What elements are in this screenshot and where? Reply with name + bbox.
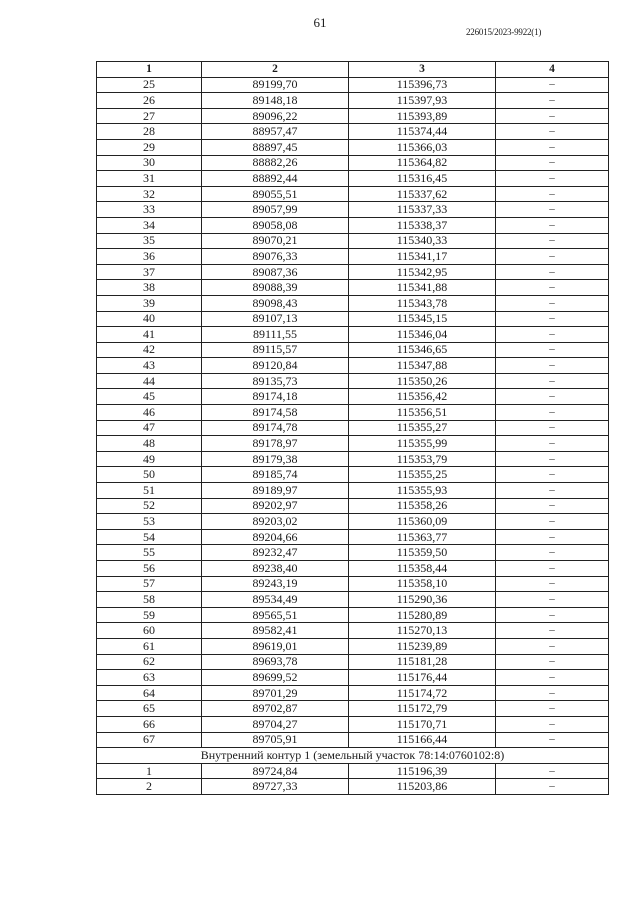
point-number-cell: 57 (97, 576, 202, 592)
y-coordinate-cell: 115174,72 (349, 685, 496, 701)
point-number-cell: 32 (97, 186, 202, 202)
note-cell: – (496, 93, 609, 109)
x-coordinate-cell: 89243,19 (202, 576, 349, 592)
point-number-cell: 46 (97, 405, 202, 421)
point-number-cell: 64 (97, 685, 202, 701)
note-cell: – (496, 716, 609, 732)
x-coordinate-cell: 88892,44 (202, 171, 349, 187)
note-cell: – (496, 171, 609, 187)
x-coordinate-cell: 89076,33 (202, 249, 349, 265)
y-coordinate-cell: 115355,99 (349, 436, 496, 452)
point-number-cell: 53 (97, 514, 202, 530)
y-coordinate-cell: 115358,26 (349, 498, 496, 514)
note-cell: – (496, 327, 609, 343)
table-row (97, 389, 609, 405)
y-coordinate-cell: 115347,88 (349, 358, 496, 374)
point-number-cell: 29 (97, 139, 202, 155)
point-number-cell: 25 (97, 77, 202, 93)
table-header-row (97, 62, 609, 78)
x-coordinate-cell: 89565,51 (202, 607, 349, 623)
table-row (97, 701, 609, 717)
x-coordinate-cell: 89693,78 (202, 654, 349, 670)
note-cell: – (496, 139, 609, 155)
point-number-cell: 27 (97, 108, 202, 124)
y-coordinate-cell: 115358,10 (349, 576, 496, 592)
table-row (97, 451, 609, 467)
table-row (97, 249, 609, 265)
table-row (97, 77, 609, 93)
table-row (97, 763, 609, 779)
table-row (97, 108, 609, 124)
note-cell: – (496, 561, 609, 577)
point-number-cell: 44 (97, 373, 202, 389)
note-cell: – (496, 280, 609, 296)
point-number-cell: 55 (97, 545, 202, 561)
point-number-cell: 66 (97, 716, 202, 732)
note-cell: – (496, 514, 609, 530)
note-cell: – (496, 186, 609, 202)
note-cell: – (496, 373, 609, 389)
header-cell-y: 3 (349, 62, 496, 78)
note-cell: – (496, 654, 609, 670)
note-cell: – (496, 202, 609, 218)
x-coordinate-cell: 89088,39 (202, 280, 349, 296)
note-cell: – (496, 124, 609, 140)
point-number-cell: 51 (97, 483, 202, 499)
y-coordinate-cell: 115170,71 (349, 716, 496, 732)
table-row (97, 311, 609, 327)
table-row (97, 124, 609, 140)
note-cell: – (496, 77, 609, 93)
table-row (97, 295, 609, 311)
table-row (97, 779, 609, 795)
point-number-cell: 45 (97, 389, 202, 405)
x-coordinate-cell: 89087,36 (202, 264, 349, 280)
x-coordinate-cell: 89582,41 (202, 623, 349, 639)
x-coordinate-cell: 89115,57 (202, 342, 349, 358)
table-row (97, 139, 609, 155)
y-coordinate-cell: 115290,36 (349, 592, 496, 608)
x-coordinate-cell: 89107,13 (202, 311, 349, 327)
note-cell: – (496, 389, 609, 405)
x-coordinate-cell: 89232,47 (202, 545, 349, 561)
table-row (97, 233, 609, 249)
x-coordinate-cell: 89204,66 (202, 529, 349, 545)
point-number-cell: 31 (97, 171, 202, 187)
y-coordinate-cell: 115341,17 (349, 249, 496, 265)
point-number-cell: 37 (97, 264, 202, 280)
x-coordinate-cell: 89096,22 (202, 108, 349, 124)
y-coordinate-cell: 115396,73 (349, 77, 496, 93)
note-cell: – (496, 623, 609, 639)
note-cell: – (496, 467, 609, 483)
x-coordinate-cell: 89174,58 (202, 405, 349, 421)
table-row (97, 732, 609, 748)
y-coordinate-cell: 115342,95 (349, 264, 496, 280)
note-cell: – (496, 670, 609, 686)
point-number-cell: 33 (97, 202, 202, 218)
y-coordinate-cell: 115374,44 (349, 124, 496, 140)
y-coordinate-cell: 115343,78 (349, 295, 496, 311)
table-row (97, 467, 609, 483)
note-cell: – (496, 545, 609, 561)
x-coordinate-cell: 89135,73 (202, 373, 349, 389)
y-coordinate-cell: 115346,65 (349, 342, 496, 358)
x-coordinate-cell: 88957,47 (202, 124, 349, 140)
y-coordinate-cell: 115337,33 (349, 202, 496, 218)
x-coordinate-cell: 89098,43 (202, 295, 349, 311)
note-cell: – (496, 342, 609, 358)
header-cell-x: 2 (202, 62, 349, 78)
note-cell: – (496, 358, 609, 374)
y-coordinate-cell: 115176,44 (349, 670, 496, 686)
point-number-cell: 58 (97, 592, 202, 608)
x-coordinate-cell: 89179,38 (202, 451, 349, 467)
point-number-cell: 54 (97, 529, 202, 545)
table-row (97, 545, 609, 561)
point-number-cell: 41 (97, 327, 202, 343)
table-row (97, 670, 609, 686)
x-coordinate-cell: 89057,99 (202, 202, 349, 218)
y-coordinate-cell: 115359,50 (349, 545, 496, 561)
note-cell: – (496, 436, 609, 452)
point-number-cell: 26 (97, 93, 202, 109)
point-number-cell: 56 (97, 561, 202, 577)
y-coordinate-cell: 115393,89 (349, 108, 496, 124)
table-row (97, 202, 609, 218)
point-number-cell: 2 (97, 779, 202, 795)
table-row (97, 483, 609, 499)
y-coordinate-cell: 115340,33 (349, 233, 496, 249)
x-coordinate-cell: 89058,08 (202, 217, 349, 233)
x-coordinate-cell: 89120,84 (202, 358, 349, 374)
y-coordinate-cell: 115338,37 (349, 217, 496, 233)
point-number-cell: 61 (97, 638, 202, 654)
table-row (97, 685, 609, 701)
header-cell-note: 4 (496, 62, 609, 78)
note-cell: – (496, 249, 609, 265)
note-cell: – (496, 217, 609, 233)
y-coordinate-cell: 115353,79 (349, 451, 496, 467)
y-coordinate-cell: 115341,88 (349, 280, 496, 296)
x-coordinate-cell: 89055,51 (202, 186, 349, 202)
x-coordinate-cell: 89202,97 (202, 498, 349, 514)
note-cell: – (496, 701, 609, 717)
x-coordinate-cell: 89178,97 (202, 436, 349, 452)
table-row (97, 93, 609, 109)
point-number-cell: 60 (97, 623, 202, 639)
y-coordinate-cell: 115172,79 (349, 701, 496, 717)
y-coordinate-cell: 115166,44 (349, 732, 496, 748)
y-coordinate-cell: 115350,26 (349, 373, 496, 389)
table-row (97, 264, 609, 280)
section-title: Внутренний контур 1 (земельный участок 78:14:0760102:8) (97, 748, 609, 764)
table-row (97, 498, 609, 514)
y-coordinate-cell: 115345,15 (349, 311, 496, 327)
y-coordinate-cell: 115196,39 (349, 763, 496, 779)
note-cell: – (496, 420, 609, 436)
note-cell: – (496, 233, 609, 249)
point-number-cell: 36 (97, 249, 202, 265)
note-cell: – (496, 155, 609, 171)
x-coordinate-cell: 89619,01 (202, 638, 349, 654)
point-number-cell: 34 (97, 217, 202, 233)
y-coordinate-cell: 115364,82 (349, 155, 496, 171)
x-coordinate-cell: 88897,45 (202, 139, 349, 155)
document-code: 226015/2023-9922(1) (466, 27, 542, 37)
table-row (97, 217, 609, 233)
x-coordinate-cell: 89724,84 (202, 763, 349, 779)
point-number-cell: 62 (97, 654, 202, 670)
note-cell: – (496, 592, 609, 608)
point-number-cell: 48 (97, 436, 202, 452)
y-coordinate-cell: 115360,09 (349, 514, 496, 530)
y-coordinate-cell: 115355,27 (349, 420, 496, 436)
table-row (97, 592, 609, 608)
x-coordinate-cell: 89702,87 (202, 701, 349, 717)
table-row (97, 654, 609, 670)
note-cell: – (496, 732, 609, 748)
point-number-cell: 47 (97, 420, 202, 436)
x-coordinate-cell: 89727,33 (202, 779, 349, 795)
x-coordinate-cell: 89111,55 (202, 327, 349, 343)
note-cell: – (496, 763, 609, 779)
x-coordinate-cell: 89199,70 (202, 77, 349, 93)
table-row (97, 186, 609, 202)
x-coordinate-cell: 89185,74 (202, 467, 349, 483)
x-coordinate-cell: 89070,21 (202, 233, 349, 249)
table-row (97, 436, 609, 452)
point-number-cell: 39 (97, 295, 202, 311)
point-number-cell: 43 (97, 358, 202, 374)
point-number-cell: 50 (97, 467, 202, 483)
y-coordinate-cell: 115337,62 (349, 186, 496, 202)
x-coordinate-cell: 89189,97 (202, 483, 349, 499)
table-row (97, 607, 609, 623)
note-cell: – (496, 311, 609, 327)
y-coordinate-cell: 115203,86 (349, 779, 496, 795)
y-coordinate-cell: 115355,25 (349, 467, 496, 483)
note-cell: – (496, 576, 609, 592)
table-row (97, 561, 609, 577)
point-number-cell: 65 (97, 701, 202, 717)
table-row (97, 529, 609, 545)
note-cell: – (496, 638, 609, 654)
y-coordinate-cell: 115346,04 (349, 327, 496, 343)
note-cell: – (496, 405, 609, 421)
table-row (97, 420, 609, 436)
note-cell: – (496, 264, 609, 280)
table-row (97, 171, 609, 187)
coordinates-table (96, 61, 609, 795)
table-row (97, 342, 609, 358)
y-coordinate-cell: 115239,89 (349, 638, 496, 654)
x-coordinate-cell: 89534,49 (202, 592, 349, 608)
y-coordinate-cell: 115363,77 (349, 529, 496, 545)
y-coordinate-cell: 115316,45 (349, 171, 496, 187)
y-coordinate-cell: 115181,28 (349, 654, 496, 670)
header-cell-point-number: 1 (97, 62, 202, 78)
x-coordinate-cell: 89148,18 (202, 93, 349, 109)
note-cell: – (496, 295, 609, 311)
y-coordinate-cell: 115356,51 (349, 405, 496, 421)
x-coordinate-cell: 89705,91 (202, 732, 349, 748)
point-number-cell: 38 (97, 280, 202, 296)
point-number-cell: 28 (97, 124, 202, 140)
table-row (97, 716, 609, 732)
table-row (97, 623, 609, 639)
table-row (97, 514, 609, 530)
point-number-cell: 35 (97, 233, 202, 249)
y-coordinate-cell: 115358,44 (349, 561, 496, 577)
y-coordinate-cell: 115397,93 (349, 93, 496, 109)
point-number-cell: 30 (97, 155, 202, 171)
y-coordinate-cell: 115366,03 (349, 139, 496, 155)
table-row (97, 280, 609, 296)
x-coordinate-cell: 89704,27 (202, 716, 349, 732)
point-number-cell: 40 (97, 311, 202, 327)
table-row (97, 373, 609, 389)
y-coordinate-cell: 115355,93 (349, 483, 496, 499)
section-row (97, 748, 609, 764)
point-number-cell: 52 (97, 498, 202, 514)
x-coordinate-cell: 89174,78 (202, 420, 349, 436)
note-cell: – (496, 498, 609, 514)
point-number-cell: 49 (97, 451, 202, 467)
note-cell: – (496, 483, 609, 499)
note-cell: – (496, 451, 609, 467)
x-coordinate-cell: 89701,29 (202, 685, 349, 701)
x-coordinate-cell: 88882,26 (202, 155, 349, 171)
point-number-cell: 1 (97, 763, 202, 779)
note-cell: – (496, 607, 609, 623)
page-number: 61 (313, 15, 327, 30)
x-coordinate-cell: 89699,52 (202, 670, 349, 686)
table-row (97, 576, 609, 592)
point-number-cell: 63 (97, 670, 202, 686)
point-number-cell: 42 (97, 342, 202, 358)
note-cell: – (496, 529, 609, 545)
x-coordinate-cell: 89238,40 (202, 561, 349, 577)
y-coordinate-cell: 115356,42 (349, 389, 496, 405)
table-row (97, 405, 609, 421)
table-row (97, 327, 609, 343)
x-coordinate-cell: 89174,18 (202, 389, 349, 405)
y-coordinate-cell: 115270,13 (349, 623, 496, 639)
note-cell: – (496, 779, 609, 795)
note-cell: – (496, 108, 609, 124)
x-coordinate-cell: 89203,02 (202, 514, 349, 530)
y-coordinate-cell: 115280,89 (349, 607, 496, 623)
table-row (97, 358, 609, 374)
point-number-cell: 67 (97, 732, 202, 748)
table-row (97, 155, 609, 171)
table-row (97, 638, 609, 654)
note-cell: – (496, 685, 609, 701)
point-number-cell: 59 (97, 607, 202, 623)
